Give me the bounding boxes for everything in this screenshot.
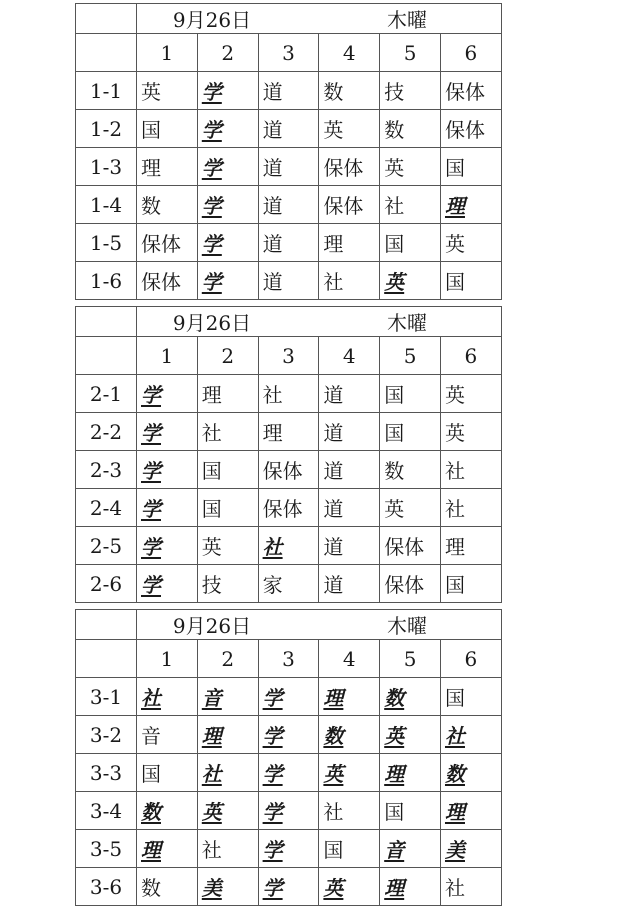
- class-label: 1-5: [76, 224, 137, 262]
- subject-cell: 社: [319, 262, 380, 300]
- class-label: 1-2: [76, 110, 137, 148]
- subject-cell: 英: [319, 754, 380, 792]
- class-label: 3-2: [76, 716, 137, 754]
- subject-cell: 英: [380, 148, 441, 186]
- corner-cell: [76, 640, 137, 678]
- subject-cell: 学: [258, 754, 319, 792]
- subject-cell: 道: [258, 224, 319, 262]
- weekday-label: 木曜: [387, 8, 427, 32]
- subject-cell: 学: [197, 110, 258, 148]
- class-label: 2-4: [76, 489, 137, 527]
- subject-cell: 道: [258, 110, 319, 148]
- class-label: 1-1: [76, 72, 137, 110]
- table-row: [76, 262, 502, 300]
- subject-cell: 保体: [137, 224, 198, 262]
- subject-cell: 社: [440, 451, 501, 489]
- period-header: 4: [319, 337, 380, 375]
- period-header: 2: [197, 337, 258, 375]
- subject-cell: 英: [440, 413, 501, 451]
- subject-cell: 学: [197, 224, 258, 262]
- period-header: 4: [319, 34, 380, 72]
- subject-cell: 道: [258, 186, 319, 224]
- corner-cell: [76, 337, 137, 375]
- subject-cell: 道: [319, 413, 380, 451]
- table-row: [76, 678, 502, 716]
- subject-cell: 社: [197, 754, 258, 792]
- subject-cell: 国: [197, 489, 258, 527]
- class-label: 2-5: [76, 527, 137, 565]
- timetable-grade-1: [75, 3, 502, 300]
- subject-cell: 国: [380, 413, 441, 451]
- class-label: 2-2: [76, 413, 137, 451]
- table-row: [76, 72, 502, 110]
- class-label: 3-3: [76, 754, 137, 792]
- subject-cell: 数: [137, 792, 198, 830]
- subject-cell: 数: [380, 678, 441, 716]
- subject-cell: 社: [380, 186, 441, 224]
- class-label: 1-3: [76, 148, 137, 186]
- subject-cell: 保体: [440, 110, 501, 148]
- subject-cell: 道: [319, 565, 380, 603]
- subject-cell: 国: [440, 678, 501, 716]
- table-row: [76, 754, 502, 792]
- class-label: 2-6: [76, 565, 137, 603]
- subject-cell: 英: [380, 716, 441, 754]
- timetable-grade-2: [75, 306, 502, 603]
- period-header: 6: [440, 337, 501, 375]
- subject-cell: 保体: [440, 72, 501, 110]
- class-label: 2-1: [76, 375, 137, 413]
- subject-cell: 道: [258, 72, 319, 110]
- subject-cell: 国: [197, 451, 258, 489]
- date-header: [137, 307, 502, 337]
- subject-cell: 学: [258, 830, 319, 868]
- period-header: 1: [137, 337, 198, 375]
- subject-cell: 社: [440, 716, 501, 754]
- period-header: 3: [258, 640, 319, 678]
- period-header: 3: [258, 337, 319, 375]
- class-label: 1-6: [76, 262, 137, 300]
- subject-cell: 学: [258, 678, 319, 716]
- subject-cell: 家: [258, 565, 319, 603]
- subject-cell: 技: [380, 72, 441, 110]
- corner-cell: [76, 34, 137, 72]
- subject-cell: 美: [440, 830, 501, 868]
- subject-cell: 国: [319, 830, 380, 868]
- subject-cell: 学: [137, 489, 198, 527]
- subject-cell: 理: [258, 413, 319, 451]
- date-header: [137, 610, 502, 640]
- subject-cell: 数: [137, 186, 198, 224]
- subject-cell: 理: [137, 830, 198, 868]
- subject-cell: 理: [380, 868, 441, 906]
- subject-cell: 保体: [319, 148, 380, 186]
- subject-cell: 国: [137, 754, 198, 792]
- subject-cell: 保体: [380, 565, 441, 603]
- class-label: 3-4: [76, 792, 137, 830]
- subject-cell: 道: [319, 451, 380, 489]
- subject-cell: 数: [319, 72, 380, 110]
- period-header: 1: [137, 640, 198, 678]
- subject-cell: 理: [319, 224, 380, 262]
- table-row: [76, 110, 502, 148]
- period-header: 6: [440, 34, 501, 72]
- subject-cell: 国: [440, 262, 501, 300]
- subject-cell: 数: [137, 868, 198, 906]
- subject-cell: 理: [197, 375, 258, 413]
- subject-cell: 国: [137, 110, 198, 148]
- subject-cell: 英: [137, 72, 198, 110]
- subject-cell: 道: [319, 527, 380, 565]
- subject-cell: 社: [197, 413, 258, 451]
- subject-cell: 学: [197, 262, 258, 300]
- class-label: 3-6: [76, 868, 137, 906]
- period-header: 5: [380, 337, 441, 375]
- subject-cell: 国: [440, 565, 501, 603]
- subject-cell: 学: [197, 186, 258, 224]
- subject-cell: 学: [137, 413, 198, 451]
- subject-cell: 数: [319, 716, 380, 754]
- subject-cell: 数: [380, 110, 441, 148]
- subject-cell: 音: [197, 678, 258, 716]
- subject-cell: 社: [440, 489, 501, 527]
- subject-cell: 保体: [258, 489, 319, 527]
- period-header: 3: [258, 34, 319, 72]
- corner-cell: [76, 4, 137, 34]
- subject-cell: 音: [380, 830, 441, 868]
- subject-cell: 道: [258, 148, 319, 186]
- subject-cell: 理: [440, 792, 501, 830]
- subject-cell: 道: [319, 375, 380, 413]
- subject-cell: 社: [137, 678, 198, 716]
- subject-cell: 学: [137, 527, 198, 565]
- subject-cell: 保体: [137, 262, 198, 300]
- subject-cell: 理: [440, 186, 501, 224]
- subject-cell: 国: [440, 148, 501, 186]
- date-header: [137, 4, 502, 34]
- period-header: 6: [440, 640, 501, 678]
- table-row: [76, 224, 502, 262]
- subject-cell: 英: [319, 110, 380, 148]
- period-header: 2: [197, 640, 258, 678]
- class-label: 2-3: [76, 451, 137, 489]
- subject-cell: 美: [197, 868, 258, 906]
- table-row: [76, 413, 502, 451]
- corner-cell: [76, 610, 137, 640]
- period-header: 4: [319, 640, 380, 678]
- subject-cell: 英: [440, 375, 501, 413]
- subject-cell: 学: [137, 375, 198, 413]
- subject-cell: 英: [380, 262, 441, 300]
- subject-cell: 学: [197, 72, 258, 110]
- timetable-grade-3: [75, 609, 502, 906]
- table-row: [76, 489, 502, 527]
- subject-cell: 国: [380, 224, 441, 262]
- corner-cell: [76, 307, 137, 337]
- class-label: 3-1: [76, 678, 137, 716]
- subject-cell: 理: [137, 148, 198, 186]
- subject-cell: 英: [380, 489, 441, 527]
- subject-cell: 道: [319, 489, 380, 527]
- subject-cell: 社: [197, 830, 258, 868]
- subject-cell: 英: [197, 792, 258, 830]
- subject-cell: 学: [137, 451, 198, 489]
- period-header: 1: [137, 34, 198, 72]
- weekday-label: 木曜: [387, 614, 427, 638]
- table-row: [76, 830, 502, 868]
- subject-cell: 社: [258, 375, 319, 413]
- date-label: 9月26日: [172, 311, 252, 335]
- subject-cell: 理: [440, 527, 501, 565]
- table-row: [76, 186, 502, 224]
- class-label: 1-4: [76, 186, 137, 224]
- period-header: 5: [380, 34, 441, 72]
- subject-cell: 技: [197, 565, 258, 603]
- subject-cell: 英: [197, 527, 258, 565]
- subject-cell: 保体: [319, 186, 380, 224]
- table-row: [76, 868, 502, 906]
- subject-cell: 理: [380, 754, 441, 792]
- subject-cell: 英: [440, 224, 501, 262]
- subject-cell: 国: [380, 792, 441, 830]
- table-row: [76, 565, 502, 603]
- subject-cell: 社: [440, 868, 501, 906]
- subject-cell: 学: [258, 792, 319, 830]
- subject-cell: 理: [197, 716, 258, 754]
- table-row: [76, 148, 502, 186]
- subject-cell: 学: [258, 868, 319, 906]
- subject-cell: 数: [380, 451, 441, 489]
- subject-cell: 数: [440, 754, 501, 792]
- subject-cell: 理: [319, 678, 380, 716]
- subject-cell: 道: [258, 262, 319, 300]
- date-label: 9月26日: [172, 8, 252, 32]
- table-row: [76, 792, 502, 830]
- subject-cell: 学: [137, 565, 198, 603]
- table-row: [76, 527, 502, 565]
- class-label: 3-5: [76, 830, 137, 868]
- table-row: [76, 451, 502, 489]
- subject-cell: 音: [137, 716, 198, 754]
- subject-cell: 学: [258, 716, 319, 754]
- subject-cell: 社: [258, 527, 319, 565]
- subject-cell: 学: [197, 148, 258, 186]
- table-row: [76, 375, 502, 413]
- period-header: 5: [380, 640, 441, 678]
- subject-cell: 保体: [258, 451, 319, 489]
- subject-cell: 国: [380, 375, 441, 413]
- subject-cell: 英: [319, 868, 380, 906]
- date-label: 9月26日: [172, 614, 252, 638]
- table-row: [76, 716, 502, 754]
- weekday-label: 木曜: [387, 311, 427, 335]
- subject-cell: 社: [319, 792, 380, 830]
- period-header: 2: [197, 34, 258, 72]
- subject-cell: 保体: [380, 527, 441, 565]
